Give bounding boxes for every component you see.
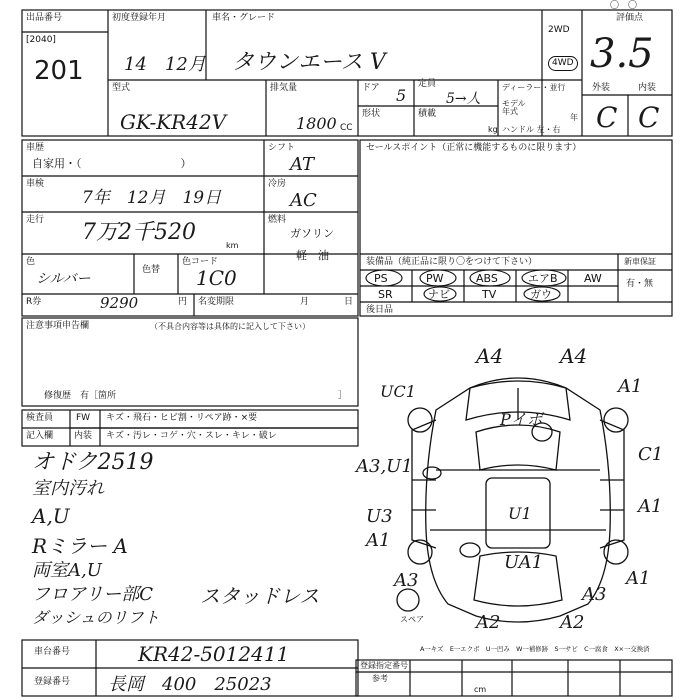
reg-limit-label: 登録指定番号 — [360, 661, 408, 670]
entry-label: 記入欄 — [26, 431, 54, 441]
drive-2wd: 2WD — [548, 25, 570, 35]
dealer-label: ディーラー・並行 — [502, 83, 566, 92]
mark-a1-rr: A1 — [626, 568, 651, 589]
rating-value: 3.5 — [590, 31, 654, 77]
name-limit-label: 名変期限 — [198, 297, 235, 307]
history-value: 自家用・（ ） — [32, 157, 192, 170]
reg-value: 長岡 400 25023 — [108, 674, 272, 695]
inspection-label: 車検 — [26, 179, 45, 189]
note-5: 両室A,U — [32, 560, 102, 581]
equip-aw: AW — [584, 272, 602, 285]
fw-items: キズ・飛石・ヒビ割・リペア跡・×要 — [106, 413, 258, 423]
note-7: ダッシュのリフト — [32, 608, 160, 627]
notice-label: 注意事項申告欄 — [26, 321, 90, 331]
name-limit-month: 月 — [300, 297, 310, 307]
equip-navi: ナビ — [428, 288, 450, 301]
ext-value: C — [596, 101, 618, 134]
type-label: 型式 — [112, 83, 131, 93]
seats-value: 5→人 — [446, 91, 481, 107]
mark-a3-lr: A3 — [394, 570, 419, 591]
type-value: GK-KR42V — [120, 110, 227, 134]
mark-ua1: UA1 — [504, 552, 544, 573]
int-value: C — [638, 101, 660, 134]
mark-a2: A2 — [476, 612, 501, 633]
shift-label: シフト — [268, 143, 296, 153]
load-label: 積載 — [418, 109, 437, 119]
seats-label: 定員 — [418, 79, 437, 89]
model-year-label: モデル年式 — [502, 99, 526, 116]
mark-a4-right: A4 — [560, 344, 588, 368]
mark-a3-rr: A3 — [582, 584, 607, 605]
top-marks: 〇 〇 — [610, 1, 638, 11]
shape-label: 形状 — [362, 109, 381, 119]
equip-sr: SR — [378, 288, 393, 301]
year-unit: 年 — [570, 113, 578, 122]
note-3: A,U — [32, 504, 70, 528]
new-tax-label: 新車保証 — [624, 257, 656, 266]
shift-value: AT — [290, 154, 315, 175]
color-code-value: 1C0 — [196, 266, 237, 290]
reg-ref: 参考 — [372, 674, 388, 683]
note-2: 室内汚れ — [32, 478, 104, 499]
yen-unit: 円 — [178, 297, 188, 307]
fw-label: FW — [76, 413, 91, 423]
first-reg-value: 14 12月 — [124, 54, 206, 75]
interior-items: キズ・汚レ・コゲ・穴・スレ・キレ・破レ — [106, 431, 277, 441]
inspection-value: 7年 12月 19日 — [82, 188, 222, 208]
displacement-label: 排気量 — [270, 83, 298, 93]
history-label: 車歴 — [26, 143, 45, 153]
note-1: オドク2519 — [32, 450, 154, 475]
notice-hint: （不具合内容等は具体的に記入して下さい） — [150, 322, 310, 331]
model-value: タウンエース V — [232, 50, 386, 75]
ref-code: [2040] — [26, 35, 56, 45]
fuel-light-oil: 軽 油 — [296, 249, 329, 262]
repair-label: 修復歴 有［箇所 — [44, 391, 117, 401]
ext-label: 外装 — [592, 83, 611, 93]
ac-label: 冷房 — [268, 179, 287, 189]
displacement-value: 1800 — [296, 114, 337, 133]
sales-point-label: セールスポイント（正常に機能するものに限ります） — [366, 143, 582, 153]
mark-a1-r: A1 — [638, 496, 663, 517]
chassis-value: KR42-5012411 — [138, 642, 290, 666]
equip-tv: TV — [482, 288, 497, 301]
name-limit-day: 日 — [344, 297, 354, 307]
chassis-label: 車台番号 — [34, 647, 71, 657]
studless-note: スタッドレス — [200, 584, 320, 608]
doors-value: 5 — [396, 86, 407, 105]
drive-4wd: 4WD — [548, 56, 578, 71]
equip-abs: ABS — [476, 272, 498, 285]
r-value: 9290 — [100, 294, 139, 312]
cm-unit: cm — [474, 685, 487, 694]
first-reg-label: 初度登録年月 — [112, 13, 167, 23]
mark-u3: U3 — [366, 506, 393, 527]
km-unit: km — [226, 241, 239, 250]
int-label: 内装 — [638, 83, 657, 93]
ac-value: AC — [290, 190, 317, 211]
mark-c1-r: C1 — [638, 444, 664, 465]
equip-ps: PS — [374, 272, 388, 285]
equipment-label: 装備品（純正品に限り〇をつけて下さい） — [366, 257, 538, 267]
lot-no: 201 — [34, 56, 84, 86]
note-4: Rミラー A — [32, 534, 128, 558]
color-value: シルバー — [36, 271, 91, 287]
inspector-label: 検査員 — [26, 413, 54, 423]
doors-label: ドア — [362, 83, 380, 93]
lot-no-label: 出品番号 — [26, 13, 63, 23]
mark-a4-left: A4 — [476, 344, 504, 368]
mark-uc1: UC1 — [380, 382, 416, 401]
new-tax-value: 有・無 — [626, 279, 654, 289]
note-6: フロアリー部C — [32, 584, 154, 605]
mark-a1-l: A1 — [366, 530, 391, 551]
equip-gau: ガウ — [530, 288, 552, 301]
color-code-label: 色コード — [182, 257, 219, 267]
repair-close: ］ — [338, 391, 348, 401]
equip-airbag: エアB — [528, 272, 558, 285]
rating-label: 評価点 — [616, 13, 644, 23]
fuel-label: 燃料 — [268, 215, 287, 225]
damage-legend: A一キズ E一エクボ U一凹み W一補修跡 S一サビ C一腐食 X×一交換済 — [420, 645, 650, 653]
equip-pw: PW — [426, 272, 444, 285]
mark-a3u1: A3,U1 — [356, 456, 413, 477]
mark-a1-rf: A1 — [618, 376, 643, 397]
spare-label: スペア — [400, 615, 424, 624]
handle-label: ハンドル 左・右 — [502, 125, 561, 134]
mileage-label: 走行 — [26, 215, 45, 225]
mark-pig: Pイボ — [500, 410, 543, 429]
mark-u1: U1 — [508, 504, 532, 523]
interior-color-label: 色替 — [142, 265, 161, 275]
reg-label: 登録番号 — [34, 677, 71, 687]
color-label: 色 — [26, 257, 36, 267]
mark-a2b: A2 — [560, 612, 585, 633]
interior-label: 内装 — [74, 431, 93, 441]
after-sale-label: 後日品 — [366, 305, 394, 315]
cc-unit: CC — [340, 123, 353, 133]
r-label: R券 — [26, 297, 42, 307]
model-label: 車名・グレード — [212, 13, 276, 23]
mileage-value: 7万2千520 — [82, 220, 196, 245]
kg-unit: kg — [488, 125, 498, 134]
fuel-gas: ガソリン — [290, 227, 334, 240]
